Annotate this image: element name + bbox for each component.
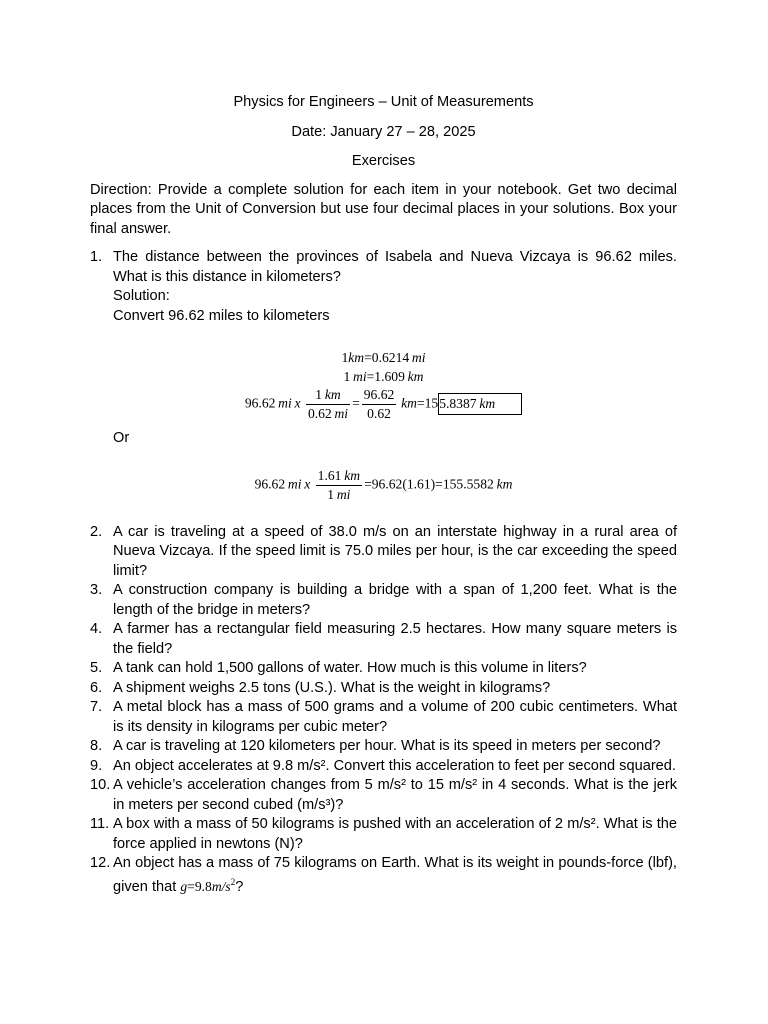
item-number: 2. bbox=[90, 523, 103, 540]
direction-paragraph: Direction: Provide a complete solution for each item in your notebook. Get two decimal places from the Unit of Conversion but use four decimal places in your solutions. Box your final answer. bbox=[90, 181, 677, 237]
exercise-item-1 bbox=[90, 248, 677, 503]
alternative-equation: 96.62 mi x $\frac{1.61 km}{1 mi}$ =96.62(1.61)=155.5582 km bbox=[254, 467, 513, 502]
exercise-list bbox=[90, 248, 677, 897]
exercise-item bbox=[90, 679, 677, 699]
item-number: 7. bbox=[90, 699, 103, 715]
item-number: 10. bbox=[90, 777, 111, 793]
boxed-final-answer: 5.8387 km bbox=[438, 393, 522, 415]
item-text: A vehicle’s acceleration changes from 5 m/s² to 15 m/s² in 4 seconds. What is the jerk in meters per second cubed (m/s³)? bbox=[113, 777, 677, 813]
exercise-item bbox=[90, 523, 677, 582]
item-number: 5. bbox=[90, 660, 103, 676]
item-text: A shipment weighs 2.5 tons (U.S.). What is the weight in kilograms? bbox=[113, 679, 551, 696]
item-number: 6. bbox=[90, 679, 103, 696]
document-date: Date: January 27 – 28, 2025 bbox=[291, 123, 476, 140]
item-number: 3. bbox=[90, 582, 103, 598]
exercise-item bbox=[90, 776, 677, 815]
item-number: 12. bbox=[90, 855, 111, 871]
factor-mi-km: 1 mi=1.609 km bbox=[343, 369, 424, 384]
document-title: Physics for Engineers – Unit of Measurements bbox=[233, 94, 534, 110]
item-text: A tank can hold 1,500 gallons of water. How much is this volume in liters? bbox=[113, 660, 587, 676]
solution-label: Solution: bbox=[113, 288, 170, 304]
factor-km-mi: 1km=0.6214 mi bbox=[341, 350, 426, 365]
item-text: A car is traveling at a speed of 38.0 m/s on an interstate highway in a rural area of Nueva Vizcaya. If the speed limit is 75.0 miles per hour, is the car exceeding the speed limit? bbox=[113, 523, 677, 579]
conversion-equation: 96.62 mi x $\frac{1 km}{0.62 mi}$ = $\frac{96.62}{0.62}$ km=155.8387 km bbox=[90, 387, 677, 422]
exercise-item-12: 12. An object has a mass of 75 kilograms on Earth. What is its weight in pounds-force (lbf), given that $g=9.8m/s^2$? bbox=[90, 855, 677, 895]
item-number: 1. bbox=[90, 249, 103, 265]
item-number: 11. bbox=[90, 816, 110, 832]
exercise-item bbox=[90, 698, 677, 737]
item-text: A construction company is building a bridge with a span of 1,200 feet. What is the length of the bridge in meters? bbox=[113, 582, 677, 618]
exercise-item bbox=[90, 581, 677, 620]
item-text: A metal block has a mass of 500 grams and a volume of 200 cubic centimeters. What is its density in kilograms per cubic meter? bbox=[113, 699, 677, 735]
item-number: 8. bbox=[90, 738, 103, 754]
fraction-alt: $\frac{1.61 km}{1 mi}$ bbox=[317, 467, 361, 502]
solution-text: Convert 96.62 miles to kilometers bbox=[113, 307, 330, 324]
item-text: An object has a mass of 75 kilograms on Earth. What is its weight in pounds-force (lbf), given that bbox=[113, 855, 677, 895]
exercise-item bbox=[90, 620, 677, 659]
conversion-factors bbox=[90, 348, 677, 386]
item-text: A car is traveling at 120 kilometers per hour. What is its speed in meters per second? bbox=[113, 738, 661, 754]
fraction-values: $\frac{96.62}{0.62}$ bbox=[363, 387, 395, 421]
item-text: A box with a mass of 50 kilograms is pushed with an acceleration of 2 m/s². What is the force applied in newtons (N)? bbox=[113, 816, 677, 852]
fraction-km-per-mi: $\frac{1 km}{0.62 mi}$ bbox=[307, 387, 349, 421]
or-label: Or bbox=[113, 430, 130, 446]
item-text: An object accelerates at 9.8 m/s². Convert this acceleration to feet per second squared. bbox=[113, 757, 676, 774]
gravity-formula: $g=9.8m/s^2$ bbox=[180, 876, 236, 894]
document-page bbox=[90, 93, 677, 897]
item-number: 4. bbox=[90, 621, 103, 637]
exercise-item bbox=[90, 757, 677, 777]
item-question: The distance between the provinces of Isabela and Nueva Vizcaya is 96.62 miles. What is this distance in kilometers? bbox=[113, 249, 677, 285]
exercise-item bbox=[90, 659, 677, 679]
section-heading: Exercises bbox=[351, 153, 416, 169]
exercise-item bbox=[90, 815, 677, 854]
exercise-item bbox=[90, 737, 677, 757]
item-text: A farmer has a rectangular field measuring 2.5 hectares. How many square meters is the field? bbox=[113, 621, 677, 657]
item-number: 9. bbox=[90, 757, 103, 774]
